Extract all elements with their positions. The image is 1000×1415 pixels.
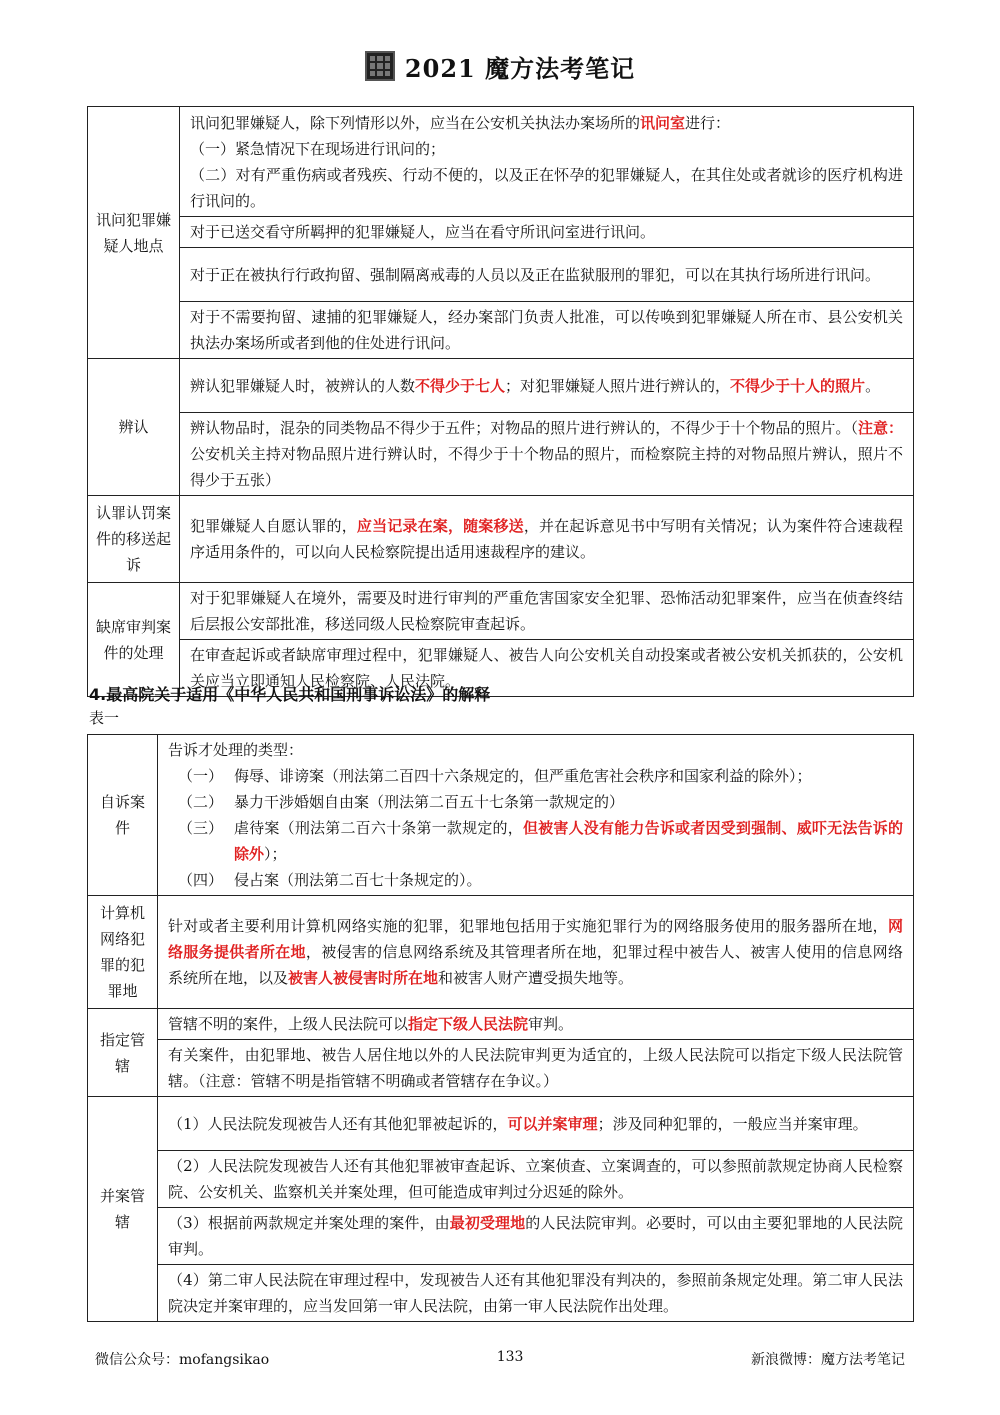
body-text: 管辖不明的案件，上级人民法院可以: [168, 1015, 409, 1033]
rich-line: [168, 1210, 903, 1262]
self-prosecution-cell: [158, 735, 914, 896]
body-text: 犯罪嫌疑人自愿认罪的，: [190, 517, 357, 535]
item-text: [234, 789, 624, 815]
highlighted-text: 被害人被侵害时所在地: [288, 969, 439, 987]
body-text: 进行：: [685, 113, 731, 132]
row-label-guilty-plea: 认罪认罚案件的移送起诉: [88, 496, 180, 583]
footer-weibo: 新浪微博：魔方法考笔记: [751, 1352, 905, 1368]
summons-interrogation-cell: 对于不需要拘留、逮捕的犯罪嫌疑人，经办案部门负责人批准，可以传唤到犯罪嫌疑人所在市、县公安机关执法办案场所或者到他的住处进行讯问。: [180, 302, 914, 359]
absentia-overseas-cell: 对于犯罪嫌疑人在境外，需要及时进行审判的严重危害国家安全犯罪、恐怖活动犯罪案件，应当在侦查终结后层报公安部批准，移送同级人民检察院审查起诉。: [180, 583, 914, 640]
designated-cell-1: [158, 1009, 914, 1040]
self-prosecution-item: [168, 789, 903, 815]
text-line: （二）对有严重伤病或者残疾、行动不便的，以及正在怀孕的犯罪嫌疑人，在其住处或者就诊的医疗机构进行讯问的。: [190, 165, 903, 210]
body-text: 暴力干涉婚姻自由案（刑法第二百五十七条第一款规定的）: [234, 793, 625, 811]
body-text: 和被害人财产遭受损失地等。: [438, 969, 634, 987]
rubiks-cube-logo-icon: [365, 51, 395, 81]
row-label-designated: 指定管辖: [88, 1009, 158, 1097]
designated-cell-2: [158, 1040, 914, 1097]
rich-line: [168, 1153, 903, 1205]
body-text: （4）第二审人民法院在审理过程中，发现被告人还有其他犯罪没有判决的，参照前条规定处理。第二审人民法院决定并案审理的，应当发回第一审人民法院，由第一审人民法院作出处理。: [168, 1271, 903, 1315]
highlighted-text: 但被害人没有能力告诉或者因受到强制、威吓无法告诉的除外: [234, 819, 903, 863]
merged-cell-4: [158, 1265, 914, 1322]
body-text: （2）人民法院发现被告人还有其他犯罪被审查起诉、立案侦查、立案调查的，可以参照前款规定协商人民检察院、公安机关、监察机关并案处理，但可能造成审判过分迟延的除外。: [168, 1157, 903, 1201]
body-text: ，并在起诉意见书中写明有关情况；认为案件符合速裁程序适用条件的，可以向人民检察院提出适用速裁程序的建议。: [190, 517, 903, 561]
row-label-absentia: 缺席审判案件的处理: [88, 583, 180, 697]
text-line: 告诉才处理的类型：: [168, 741, 304, 759]
text-line: （一）紧急情况下在现场进行讯问的；: [190, 139, 446, 158]
court-interpretation-table: [87, 734, 914, 1322]
row-label-identification: 辨认: [88, 359, 180, 496]
rich-line: [168, 1011, 903, 1037]
footer-page-number: 133: [496, 1349, 524, 1365]
highlighted-text: 注意：: [857, 419, 903, 437]
body-text: 虐待案（刑法第二百六十条第一款规定的，: [234, 819, 523, 837]
body-text: 针对或者主要利用计算机网络实施的犯罪，犯罪地包括用于实施犯罪行为的网络服务使用的服务器所在地，: [168, 917, 888, 935]
item-text: [234, 763, 812, 789]
highlighted-text: 应当记录在案，随案移送: [356, 517, 524, 535]
body-text: （1）人民法院发现被告人还有其他犯罪被起诉的，: [168, 1114, 508, 1133]
detention-interrogation-cell: 对于已送交看守所羁押的犯罪嫌疑人，应当在看守所讯问室进行讯问。: [180, 217, 914, 248]
row-label-self-prosecution: 自诉案件: [88, 735, 158, 896]
table-caption: 表一: [89, 709, 120, 727]
header-title: 2021 魔方法考笔记: [404, 53, 636, 83]
item-number: （二）: [178, 793, 224, 811]
section-title: 4.最高院关于适用《中华人民共和国刑事诉讼法》的解释: [89, 685, 491, 704]
highlighted-text: 可以并案审理: [507, 1114, 598, 1133]
body-text: ，被侵害的信息网络系统及其管理者所在地，犯罪过程中被告人、被害人使用的信息网络系统所在地，以及: [168, 943, 903, 987]
highlighted-text: 讯问室: [640, 113, 686, 132]
interrogation-rule-cell: [180, 107, 914, 217]
execution-place-interrogation-cell: 对于正在被执行行政拘留、强制隔离戒毒的人员以及正在监狱服刑的罪犯，可以在其执行场所进行讯问。: [180, 248, 914, 302]
self-prosecution-list: [168, 763, 903, 893]
page-header: [0, 46, 1000, 86]
row-label-merged: 并案管辖: [88, 1097, 158, 1322]
highlighted-text: 网络服务提供者所在地: [168, 917, 903, 961]
identification-items-cell: [180, 413, 914, 496]
highlighted-text: 不得少于七人: [415, 376, 506, 395]
item-number: （三）: [178, 819, 224, 837]
self-prosecution-item: [168, 867, 903, 893]
rich-line: [168, 1042, 903, 1094]
identification-suspect-cell: [180, 359, 914, 413]
highlighted-text: 指定下级人民法院: [408, 1015, 529, 1033]
merged-cell-1: [158, 1097, 914, 1151]
rich-line: [168, 1111, 903, 1137]
row-label-interrogation-location: 讯问犯罪嫌疑人地点: [88, 107, 180, 359]
merged-cell-3: [158, 1208, 914, 1265]
police-procedure-table: [87, 106, 914, 697]
body-text: 。: [865, 376, 881, 395]
body-text: ；对犯罪嫌疑人照片进行辨认的，: [505, 376, 731, 395]
rich-line: [190, 110, 903, 136]
body-text: 的人民法院审判。必要时，可以由主要犯罪地的人民法院审判。: [168, 1214, 903, 1258]
body-text: ）；: [264, 845, 287, 863]
page-footer: [95, 1349, 905, 1369]
highlighted-text: 不得少于十人的照片: [730, 376, 866, 395]
merged-cell-2: [158, 1151, 914, 1208]
body-text: ；涉及同种犯罪的，一般应当并案审理。: [597, 1114, 868, 1133]
row-label-cybercrime: 计算机网络犯罪的犯罪地: [88, 896, 158, 1009]
rich-line: [190, 513, 903, 565]
rich-line: [190, 415, 903, 493]
body-text: 侮辱、诽谤案（刑法第二百四十六条规定的，但严重危害社会秩序和国家利益的除外）；: [234, 767, 812, 785]
item-text: [234, 815, 903, 867]
item-number: （四）: [178, 871, 224, 889]
body-text: 辨认犯罪嫌疑人时，被辨认的人数: [190, 376, 416, 395]
item-text: [234, 867, 482, 893]
body-text: 讯问犯罪嫌疑人，除下列情形以外，应当在公安机关执法办案场所的: [190, 113, 641, 132]
guilty-plea-cell: [180, 496, 914, 583]
rich-line: [168, 913, 903, 991]
body-text: 审判。: [528, 1015, 574, 1033]
body-text: 侵占案（刑法第二百七十条规定的）。: [234, 871, 482, 889]
footer-wechat: 微信公众号：mofangsikao: [95, 1352, 270, 1368]
body-text: 有关案件，由犯罪地、被告人居住地以外的人民法院审判更为适宜的，上级人民法院可以指定下级人民法院管辖。（注意：管辖不明是指管辖不明确或者管辖存在争议。）: [168, 1046, 903, 1090]
cybercrime-cell: [158, 896, 914, 1009]
body-text: 辨认物品时，混杂的同类物品不得少于五件；对物品的照片进行辨认的，不得少于十个物品的照片。（: [190, 419, 858, 437]
self-prosecution-item: [168, 763, 903, 789]
self-prosecution-item: [168, 815, 903, 867]
rich-line: [168, 1267, 903, 1319]
body-text: （3）根据前两款规定并案处理的案件，由: [168, 1214, 450, 1232]
absentia-surrender-cell: 在审查起诉或者缺席审理过程中，犯罪嫌疑人、被告人向公安机关自动投案或者被公安机关抓获的，公安机关应当立即通知人民检察院、人民法院。: [180, 640, 914, 697]
rich-line: [190, 373, 903, 399]
body-text: 公安机关主持对物品照片进行辨认时，不得少于十个物品的照片，而检察院主持的对物品照片辨认，照片不得少于五张）: [190, 445, 903, 489]
highlighted-text: 最初受理地: [449, 1214, 526, 1232]
item-number: （一）: [178, 767, 224, 785]
